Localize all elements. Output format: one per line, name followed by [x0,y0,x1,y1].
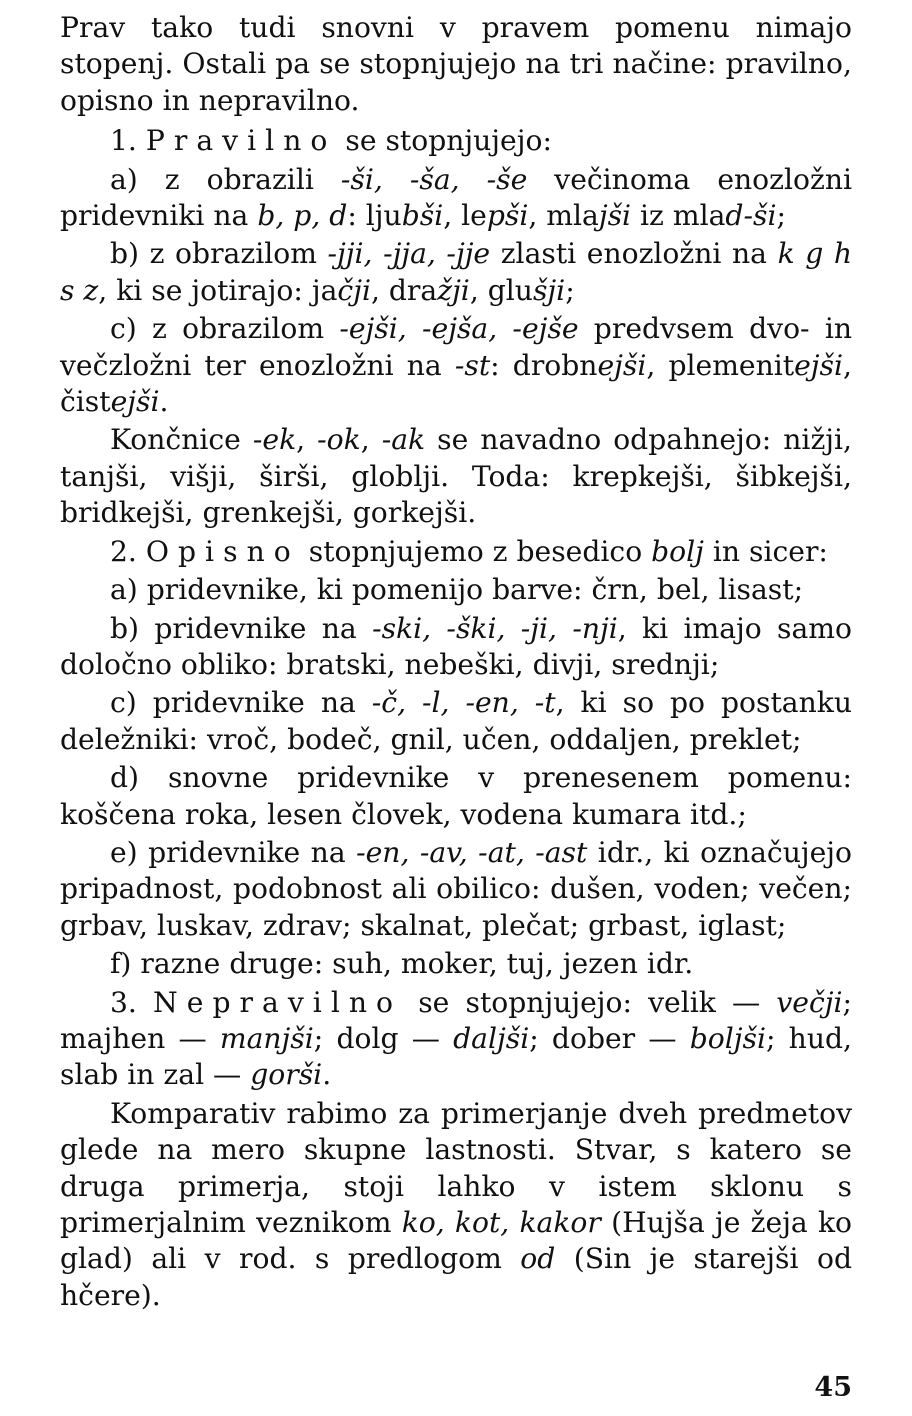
text-run: idr., ki označujejo pripadnost, podobnost ali obilico: dušen, voden; večen; grbav, luskav, zdrav; skalnat, plečat; grbast, iglast; [60,835,852,942]
italic-run: -ek [252,423,297,457]
italic-run: gorši [250,1058,323,1092]
italic-run: -en, -av, -at, -ast [356,835,588,869]
paragraph-8 [60,611,852,684]
text-run: ; dober — [529,1021,690,1055]
text-run: 1. [110,124,146,158]
italic-run: žji [437,273,470,307]
text-run: 3. [110,985,154,1019]
text-run: ; [776,199,786,233]
text-run: b) pridevnike na [110,611,373,645]
text-run: stopnjujemo z besedico [299,534,652,568]
spaced-term: Opisno [145,534,300,568]
text-run: se navadno odpahnejo: nižji, tanjši, višji, širši, globlji. Toda: krepkejši, šibkejši, bridkejši, grenkejši, gorkejši. [60,423,853,530]
italic-run: -č, -l, -en, -t [371,686,556,720]
paragraph-12 [60,946,852,982]
text-run: , glu [469,273,533,307]
italic-run: jši [598,199,632,233]
text-run: f) razne druge: suh, moker, tuj, jezen idr. [110,947,694,981]
text-run: , [296,423,318,457]
text-run: , čist [60,348,852,419]
paragraph-4 [60,311,852,420]
page-number: 45 [814,1372,852,1403]
italic-run: -ok [317,423,361,457]
text-run: , plemenit [646,348,795,382]
text-run: , ki so po postanku deležniki: vroč, bodeč, gnil, učen, oddaljen, preklet; [60,686,852,756]
text-run: , dra [370,273,438,307]
text-run: (Hujša je žeja ko glad) ali v rod. s predlogom [60,1206,852,1276]
text-run: se stopnjujejo: velik — [402,985,777,1019]
spaced-term: Nepravilno [153,985,403,1019]
text-run: zlasti enozložni na [490,237,778,271]
paragraph-5 [60,422,852,531]
text-run: a) z obrazili [110,162,341,196]
paragraph-10 [60,760,852,833]
text-run: in sicer: [703,534,828,568]
italic-run: pši [486,199,529,233]
paragraph-7 [60,572,852,608]
text-run: ; hud, slab in zal — [60,1021,852,1092]
paragraph-0 [60,10,852,119]
italic-run: -ši, -ša, -še [340,162,528,196]
text-run: , ki imajo samo določno obliko: bratski, nebeški, divji, srednji; [60,611,852,681]
paragraph-2 [60,162,852,235]
italic-run: bolj [651,534,704,568]
italic-run: d-ši [725,199,777,233]
italic-run: od [520,1242,556,1276]
italic-run: ejši [794,348,844,382]
text-run: . [322,1058,332,1092]
text-run: , ki se jotirajo: ja [98,273,338,307]
italic-run: ejši [110,385,160,419]
text-run: . [159,385,169,419]
text-run: (Sin je starejši od hčere). [60,1242,852,1312]
paragraph-13 [60,985,852,1094]
text-run: iz mla [631,199,726,233]
italic-run: boljši [689,1021,766,1055]
text-run: , le [443,199,487,233]
paragraph-11 [60,835,852,944]
text-run: se stopnjujejo: [336,124,552,158]
text-run: 2. [110,534,146,568]
text-run: : lju [347,199,402,233]
italic-run: šji [532,273,566,307]
italic-run: -ejši, -ejša, -ejše [339,312,579,346]
text-run: Končnice [110,423,253,457]
italic-run: b, p, d [257,199,348,233]
italic-run: ko, kot, kakor [401,1206,601,1239]
text-run: a) pridevnike, ki pomenijo barve: črn, bel, lisast; [110,573,804,607]
text-run: Komparativ rabimo za primerjanje dveh predmetov glede na mero skupne lastnosti. Stvar, s katero se druga primerja, stoji lahko v istem sklonu s primerjalnim veznikom [60,1096,852,1239]
text-run: ; [565,273,575,307]
text-run: ; dolg — [313,1021,454,1055]
paragraph-3 [60,236,852,309]
paragraph-14 [60,1096,852,1314]
text-run: c) pridevnike na [110,686,372,720]
italic-run: daljši [453,1021,530,1055]
text-run: predvsem dvo- in večzložni ter enozložni na [60,312,853,382]
paragraph-1 [60,123,852,159]
paragraph-9 [60,685,852,758]
text-run: b) z obrazilom [110,237,328,271]
text-run: Prav tako tudi snovni v pravem pomenu nimajo stopenj. Ostali pa se stopnjujejo na tri načine: pravilno, opisno in nepravilno. [60,11,852,117]
text-run: e) pridevnike na [110,835,357,869]
text-run: c) z obrazilom [110,312,340,346]
italic-run: -ak [381,423,426,457]
text-run: : drobn [490,348,598,382]
text-run: ; majhen — [60,985,852,1055]
italic-run: čji [337,273,371,307]
italic-run: manjši [219,1021,314,1055]
italic-run: -jji, -jja, -jje [327,237,491,271]
italic-run: večji [776,985,843,1019]
italic-run: ejši [597,348,647,382]
italic-run: bši [401,199,444,233]
text-run: , mla [528,199,599,233]
italic-run: -ski, -ški, -ji, -nji [372,611,618,645]
italic-run: -st [454,348,491,382]
text-run: d) snovne pridevnike v prenesenem pomenu: koščena roka, lesen človek, vodena kumara itd.; [60,761,852,831]
page-text [60,10,852,1314]
italic-run: k g h s z [60,237,853,307]
spaced-term: Pravilno [145,124,337,158]
paragraph-6 [60,534,852,570]
text-run: večinoma enozložni pridevniki na [60,162,852,233]
text-run: , [360,423,382,457]
